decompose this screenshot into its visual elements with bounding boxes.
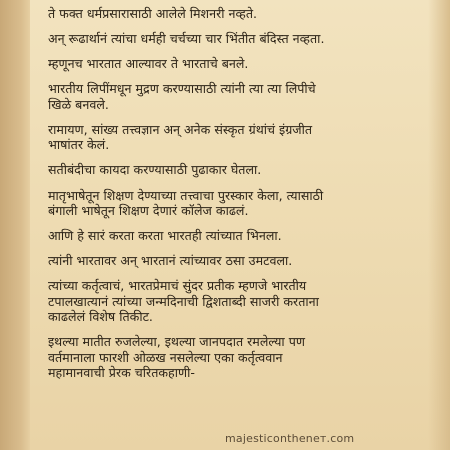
left-edge-strip bbox=[0, 0, 30, 450]
paragraph-10 bbox=[48, 278, 428, 325]
paragraph-line: म्हणूनच भारतात आल्यावर ते भारताचे बनले. bbox=[48, 56, 249, 72]
paragraph-6 bbox=[48, 162, 428, 178]
paragraph-line: वर्तमानाला फारशी ओळख नसलेल्या एका कर्तृत्ववान bbox=[48, 349, 283, 365]
paragraph-5 bbox=[48, 122, 428, 153]
paragraph-line: काढलेलं विशेष तिकीट. bbox=[48, 309, 153, 325]
paragraph-line: बंगाली भाषेतून शिक्षण देणारं कॉलेज काढलं. bbox=[48, 203, 249, 219]
paragraph-line: त्यांनी भारतावर अन् भारतानं त्यांच्यावर ठसा उमटवला. bbox=[48, 253, 293, 269]
paragraph-line: ते फक्त धर्मप्रसारासाठी आलेले मिशनरी नव्हते. bbox=[48, 6, 258, 21]
paragraph-11 bbox=[48, 334, 428, 381]
paragraph-line: खिळे बनवले. bbox=[48, 96, 109, 112]
paragraph-2 bbox=[48, 31, 428, 47]
paragraph-line: इथल्या मातीत रुजलेल्या, इथल्या जानपदात रमलेल्या पण bbox=[48, 334, 305, 350]
paragraph-line: सतीबंदीचा कायदा करण्यासाठी पुढाकार घेतला. bbox=[48, 162, 262, 178]
paragraph-line: भारतीय लिपींमधून मुद्रण करण्यासाठी त्यांनी त्या त्या लिपीचे bbox=[48, 81, 316, 97]
paragraph-4 bbox=[48, 81, 428, 112]
paragraph-line: टपालखात्यानं त्यांच्या जन्मदिनाची द्विशताब्दी साजरी करताना bbox=[48, 293, 319, 309]
paragraph-line: मातृभाषेतून शिक्षण देण्याच्या तत्त्वाचा पुरस्कार केला, त्यासाठी bbox=[48, 187, 324, 203]
paragraph-line: भाषांतर केलं. bbox=[48, 137, 110, 153]
paragraph-line: महामानवाची प्रेरक चरितकहाणी- bbox=[48, 365, 195, 381]
paragraph-1 bbox=[48, 6, 428, 22]
paragraph-line: अन् रूढार्थानं त्यांचा धर्मही चर्चच्या चार भिंतीत बंदिस्त नव्हता. bbox=[48, 31, 325, 47]
paragraph-line: आणि हे सारं करता करता भारतही त्यांच्यात भिनला. bbox=[48, 228, 282, 244]
paragraph-line: रामायण, सांख्य तत्त्वज्ञान अन् अनेक संस्कृत ग्रंथांचं इंग्रजीत bbox=[48, 121, 313, 137]
paragraph-8 bbox=[48, 228, 428, 244]
blurb-text bbox=[48, 6, 428, 391]
right-edge-shade bbox=[428, 0, 450, 450]
paragraph-3 bbox=[48, 56, 428, 72]
paragraph-7 bbox=[48, 188, 428, 219]
paragraph-line: त्यांच्या कर्तृत्वाचं, भारतप्रेमाचं सुंदर प्रतीक म्हणजे भारतीय bbox=[48, 278, 307, 294]
watermark-url: majesticontheneт.com bbox=[225, 432, 355, 445]
paragraph-9 bbox=[48, 253, 428, 269]
